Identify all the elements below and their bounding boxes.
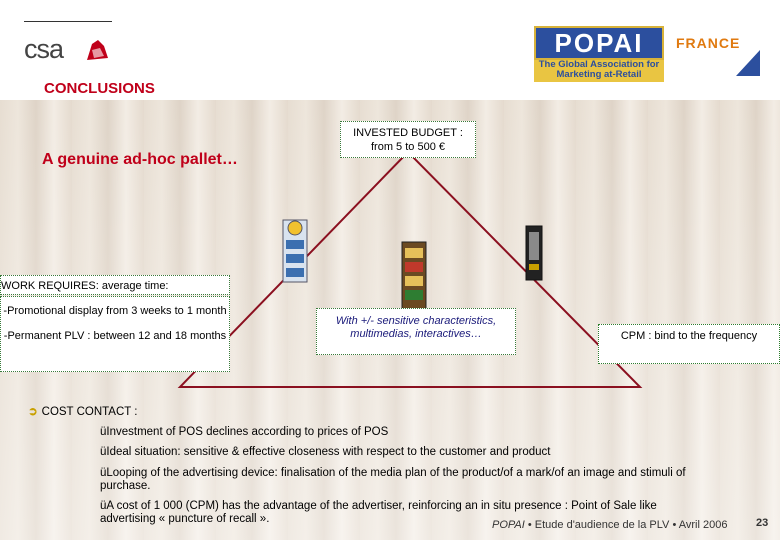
duration-box — [0, 296, 230, 372]
popai-logo: POPAI — [534, 26, 664, 60]
shelf-display-icon — [398, 238, 430, 316]
footer-text: • Etude d'audience de la PLV • Avril 2006 — [524, 519, 728, 531]
cost-item: üIdeal situation: sensitive & effective closeness with respect to the customer and product — [100, 446, 551, 458]
promo-display-text: -Promotional display from 3 weeks to 1 month — [3, 305, 227, 317]
work-requires-box: WORK REQUIRES: average time: — [0, 275, 230, 295]
popai-tagline: The Global Association for Marketing at-Retail — [534, 60, 664, 82]
budget-range: from 5 to 500 € — [371, 141, 445, 153]
permanent-plv-text: -Permanent PLV : between 12 and 18 months — [3, 330, 227, 342]
footer — [492, 519, 727, 531]
page-title: CONCLUSIONS — [44, 80, 155, 97]
display-stand-icon — [277, 214, 313, 286]
csa-logo: csa — [24, 34, 64, 64]
pallet-heading: A genuine ad-hoc pallet… — [42, 151, 238, 168]
cost-item: üInvestment of POS declines according to prices of POS — [100, 426, 389, 438]
cost-heading-text: COST CONTACT : — [41, 406, 138, 418]
media-box: With +/- sensitive characteristics, multimedias, interactives… — [316, 308, 516, 355]
cost-contact-heading — [28, 404, 137, 418]
cpm-box: CPM : bind to the frequency — [598, 324, 780, 364]
page-number: 23 — [756, 517, 769, 529]
budget-label: INVESTED BUDGET : — [353, 127, 463, 139]
arrow-bullet-icon: ➲ — [28, 406, 38, 418]
france-label: FRANCE — [676, 35, 741, 51]
footer-brand: POPAI — [492, 519, 525, 531]
cost-item: üA cost of 1 000 (CPM) has the advantage of the advertiser, reinforcing an in situ presence : Point of Sale like advertising « puncture of recall ». — [100, 500, 657, 525]
budget-box — [340, 121, 476, 158]
totem-display-icon — [521, 224, 547, 282]
cost-item: üLooping of the advertising device: finalisation of the media plan of the product/of a mark/of an image and stimuli of purchase. — [100, 467, 686, 492]
